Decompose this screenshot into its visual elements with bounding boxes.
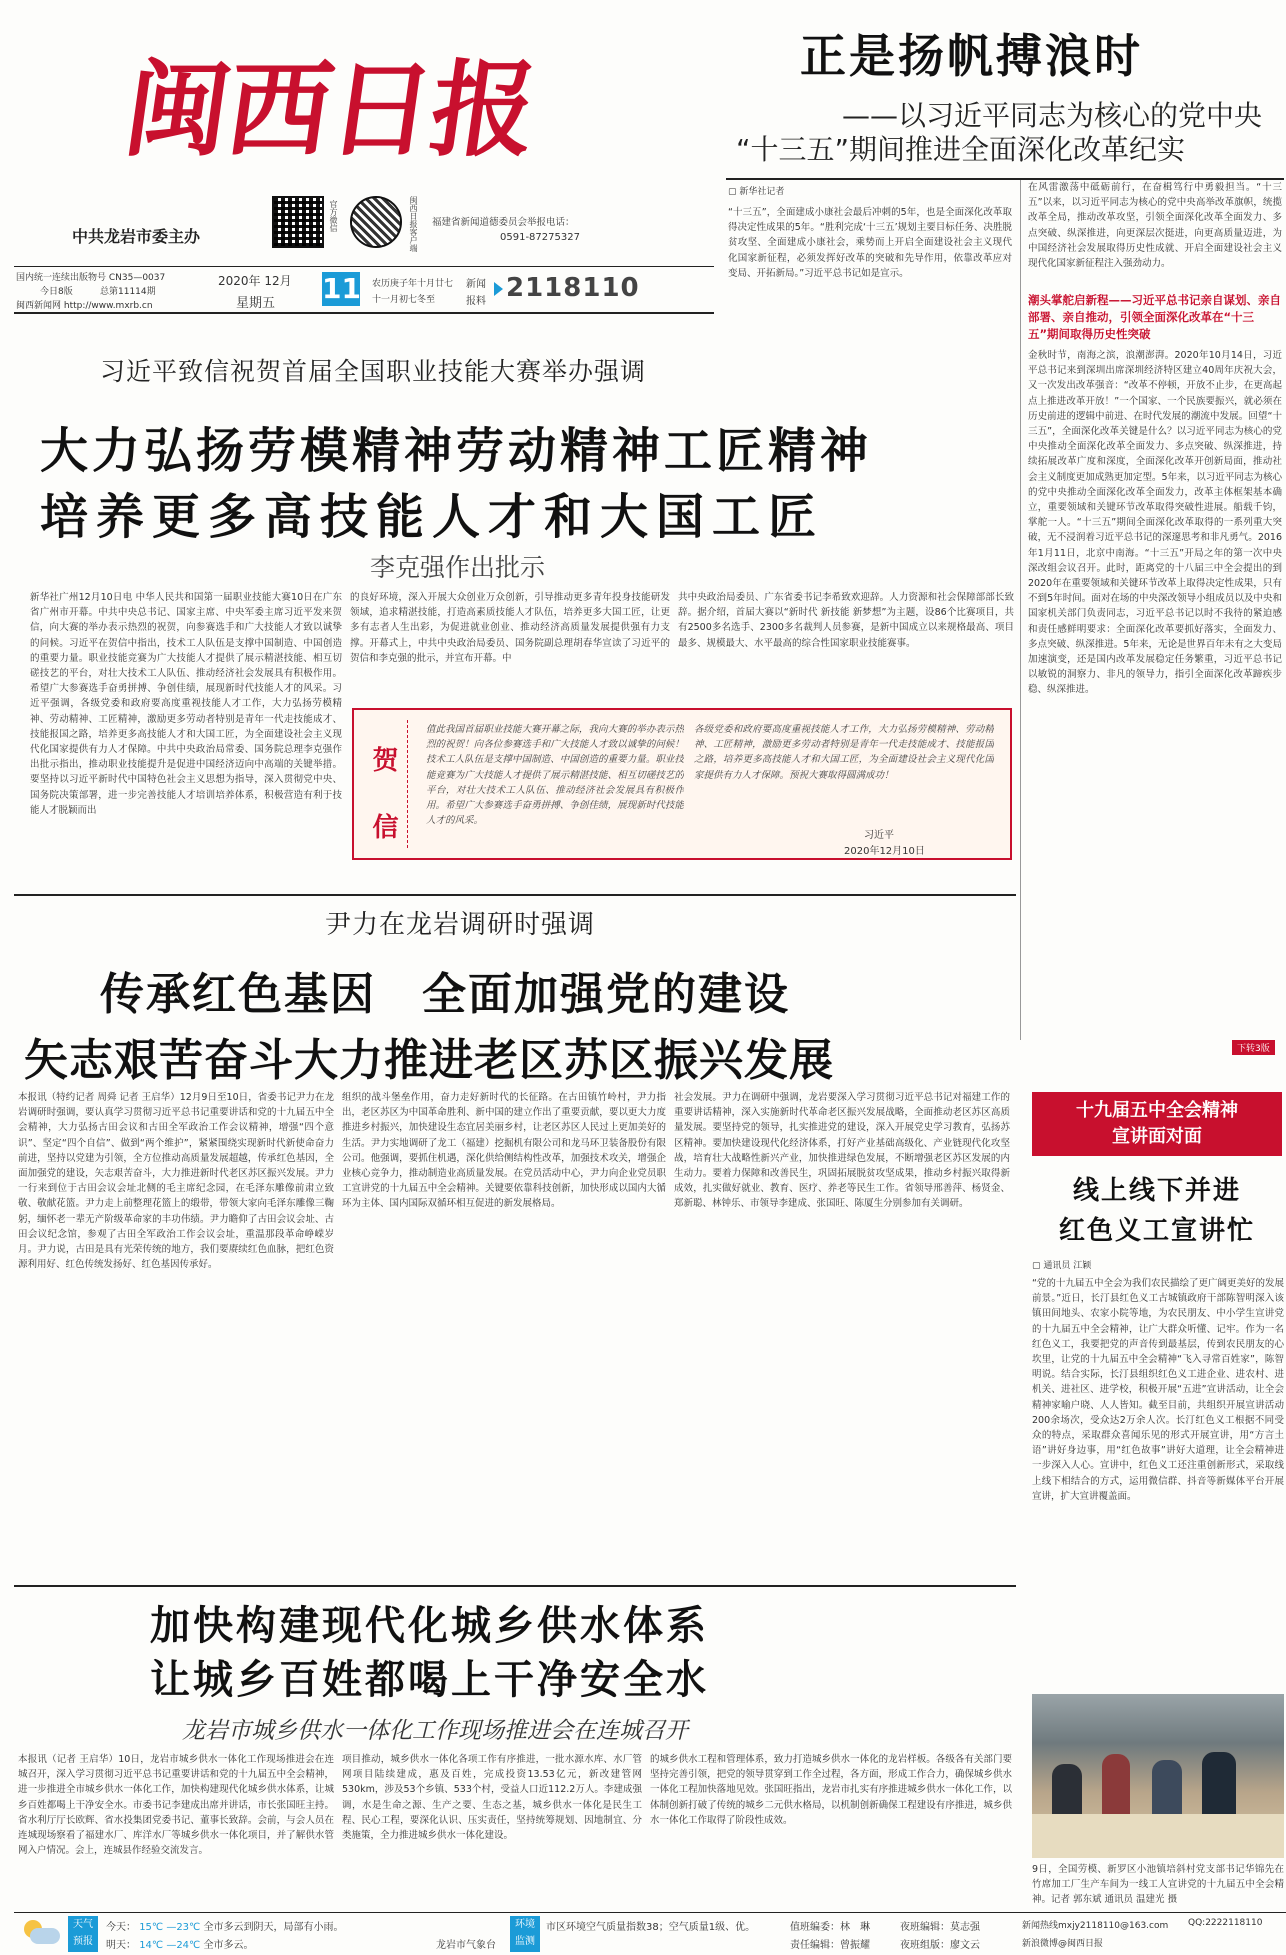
editor2 bbox=[900, 1918, 980, 1933]
hotline-number: 2118110 bbox=[506, 273, 640, 303]
footer-qq: QQ:2222118110 bbox=[1188, 1918, 1263, 1928]
qr2-caption: 闽西日报客户端 bbox=[409, 196, 418, 252]
special-title2: 红色义工宣讲忙 bbox=[1058, 1216, 1255, 1246]
weather-label bbox=[68, 1916, 98, 1952]
second-col1: 本报讯（特约记者 周舜 记者 王启华）12月9日至10日，省委书记尹力在龙岩调研时强调，要认真学习贯彻习近平总书记重要讲话和党的十九届五中全会精神，大力弘扬古田会议和古田全军政治工作会议精神，增强“四个意识”、坚定“四个自信”、做到“两个维护”，紧紧围绕实现新时代新使命奋力前进，坚持以党建为引领，全方位推动高质量发展超越，传承红色基因，全面加强党的建设，矢志艰苦奋斗，大力推进新时代老区苏区振兴发展。尹力一行来到位于古田会议会址北侧的毛主席纪念园，在毛泽东雕像前肃立致敬、敬献花篮。尹力走上前整理花篮上的缎带，带领大家向毛泽东雕像三鞠躬，缅怀老一辈无产阶级革命家的丰功伟绩。尹力瞻仰了古田会议会址、古田会议纪念馆，参观了古田全军政治工作会议会址，重温那段革命峥嵘岁月。尹力说，古田是具有光荣传统的地方，我们要赓续红色血脉，把红色资源利用好、红色传统发扬好、红色基因传承好。 bbox=[18, 1092, 334, 1271]
right-col-text2: 金秋时节，南海之滨，浪潮澎湃。2020年10月14日，习近平总书记来到深圳出席深圳经济特区建立40周年庆祝大会，又一次发出改革强音：“改革不停顿，开放不止步，在更高起点上推进改革开放！”一个国家、一个民族要振兴，就必须在历史前进的逻辑中前进、在时代发展的潮流中发展。回望“十三五”，全面深化改革关键是什么？以习近平同志为核心的党中央推动全面深化改革全面发力、多点突破、纵深推进，持续拓展改革广度和深度，全面深化改革开创新局面，推动社会主义制度更加成熟更加定型。5年来，以习近平同志为核心的党中央推动全面深化改革全面发力，改革主体框架基本确立，重要领域和关键环节改革取得突破性进展。船载千钧，掌舵一人。“十三五”期间全面深化改革取得的一系列重大突破，无不浸润着习近平总书记的深邃思考和非凡勇气。2016年1月11日，北京中南海。“十三五”开局之年的第一次中央深改组会议召开。此时，距离党的十八届三中全会提出的到2020年在重要领域和关键环节改革上取得决定性成果，只有不到5年时间。面对在场的中央深改领导小组成员以及中央和国家机关部门负责同志，习近平总书记以时不我待的紧迫感和责任感鲜明要求：全面深化改革要抓好落实，全面发力、多点突破、纵深推进。5年来，无论是世界百年未有之大变局加速演变，还是国内改革发展稳定任务繁重，习近平总书记以敏锐的洞察力、非凡的领导力，指引全面深化改革蹄疾步稳、纵深推进。 bbox=[1028, 350, 1282, 696]
today-desc: 全市多云到阴天，局部有小雨。 bbox=[203, 1922, 344, 1933]
letter-label bbox=[364, 720, 408, 848]
second-kicker: 尹力在龙岩调研时强调 bbox=[325, 910, 596, 940]
weather-label2: 预报 bbox=[73, 1936, 93, 1947]
photo-caption: 9日，全国劳模、新罗区小池镇培斜村党支部书记华锦先在竹席加工厂生产车间为一线工人宣讲党的十九届五中全会精神。记者 郭东斌 通讯员 温建光 摄 bbox=[1032, 1864, 1284, 1906]
publisher-line2: 0591-87275327 bbox=[500, 232, 580, 243]
letter-text1: 值此我国首届职业技能大赛开幕之际，我向大赛的举办表示热烈的祝贺！向各位参赛选手和广大技能人才致以诚挚的问候！技术工人队伍是支撑中国制造、中国创造的重要力量。职业技能竞赛为广大技能人才提供了展示精湛技能、相互切磋技艺的平台，对壮大技术工人队伍、推动经济社会发展具有积极作用。希望广大参赛选手奋勇拼搏、争创佳绩，展现新时代技能人才的风采。 bbox=[426, 724, 684, 827]
letter-sign: 习近平 bbox=[864, 830, 894, 841]
third-col3: 的城乡供水工程和管理体系，致力打造城乡供水一体化的龙岩样板。各级各有关部门要坚持完善引领，把党的领导贯穿到工作全过程，各方面，形成工作合力，确保城乡供水一体化工程加快落地见效。张国旺指出，龙岩市扎实有序推进城乡供水一体化工作，以体制创新打破了传统的城乡二元供水格局，以机制创新确保工程建设有序推进，城乡供水一体化工作取得了阶段性成效。 bbox=[650, 1754, 1012, 1826]
second-col2: 组织的战斗堡垒作用，奋力走好新时代的长征路。在古田镇竹岭村，尹力指出，老区苏区为中国革命胜利、新中国的建立作出了重要贡献，要以更大力度推进乡村振兴，加快建设生态宜居美丽乡村，让老区苏区人民过上更加美好的生活。尹力实地调研了龙工（福建）挖掘机有限公司和龙马环卫装备股份有限公司。他强调，要抓住机遇，深化供给侧结构性改革，加强技术攻关，增强企业核心竞争力，推动制造业高质量发展。在党员活动中心，尹力向企业党员职工宣讲党的十九届五中全会精神。关键要依靠科技创新，加快形成以国内大循环为主体、国内国际双循环相互促进的新发展格局。 bbox=[342, 1092, 666, 1210]
byline-text: 新华社记者 bbox=[739, 187, 785, 197]
special-header bbox=[1032, 1092, 1282, 1156]
lead-title1: 大力弘扬劳模精神劳动精神工匠精神 bbox=[40, 423, 873, 479]
editor2-name: 莫志强 bbox=[950, 1922, 980, 1933]
issue-website[interactable]: 闽西新闻网 http://www.mxrb.cn bbox=[16, 301, 153, 311]
weather-today bbox=[106, 1918, 343, 1933]
special-byline: ▢ 通讯员 江颖 bbox=[1032, 1261, 1092, 1271]
weather-tomorrow bbox=[106, 1936, 253, 1951]
letter-text2: 各级党委和政府要高度重视技能人才工作，大力弘扬劳模精神、劳动精神、工匠精神，激励更多劳动者特别是青年一代走技能成才、技能报国之路，培养更多高技能人才和大国工匠，为全面建设社会主义现代化国家提供有力人才保障。预祝大赛取得圆满成功！ bbox=[694, 724, 994, 781]
today-label: 今天： bbox=[106, 1922, 136, 1933]
editor4-name: 廖文云 bbox=[950, 1940, 980, 1951]
hotline-label1: 新闻 bbox=[466, 279, 486, 290]
lead-col2: 的良好环境，深入开展大众创业万众创新，引导推动更多青年投身技能研发领域，追求精湛技能，打造高素质技能人才队伍，培养更多大国工匠，让更多有志者人生出彩，为促进就业创业、推动经济高质量发展提供强有力支撑。开幕式上，中共中央政治局委员、国务院副总理胡春华宣读了习近平的贺信和李克强的批示，并宣布开幕。中 bbox=[350, 592, 670, 664]
third-subtitle: 龙岩市城乡供水一体化工作现场推进会在连城召开 bbox=[182, 1718, 688, 1744]
issue-pages: 今日8版 bbox=[40, 287, 73, 297]
special-title1: 线上线下并进 bbox=[1072, 1176, 1241, 1206]
lead-subtitle: 李克强作出批示 bbox=[370, 553, 546, 582]
editor3-name: 曾振耀 bbox=[840, 1940, 870, 1951]
editor4 bbox=[900, 1936, 980, 1951]
second-col3: 社会发展。尹力在调研中强调，龙岩要深入学习贯彻习近平总书记对福建工作的重要讲话精神，深入实施新时代革命老区振兴发展战略，全面推动老区苏区高质量发展。要坚持党的领导，扎实推进党的建设，深入开展党史学习教育，弘扬苏区精神。要加快建设现代化经济体系，打好产业基础高级化、产业链现代化攻坚战，培育壮大战略性新兴产业，加快推进绿色发展，不断增强老区苏区发展的内生动力。要着力保障和改善民生，巩固拓展脱贫攻坚成果，推动乡村振兴取得新成效，扎实做好就业、教育、医疗、养老等民生工作。省领导邢善萍、杨贤金、郑新聪、林钟乐、市领导李建成、张国旺、陈厦生分别参加有关调研。 bbox=[674, 1092, 1010, 1210]
masthead-logo bbox=[96, 32, 566, 170]
editor3 bbox=[790, 1936, 870, 1951]
editor2-label: 夜班编辑： bbox=[900, 1922, 950, 1933]
top-story-byline: ▢ 新华社记者 bbox=[728, 187, 785, 197]
news-photo bbox=[1032, 1694, 1284, 1858]
letter-label2: 信 bbox=[372, 813, 399, 843]
lead-col3: 共中央政治局委员、广东省委书记李希致欢迎辞。人力资源和社会保障部部长致辞。据介绍，首届大赛以“新时代 新技能 新梦想”为主题，设86个比赛项目，共有2500多名选手、2300多名裁判人员参赛，是新中国成立以来规格最高、项目最多、规模最大、水平最高的综合性国家职业技能赛事。 bbox=[678, 592, 1014, 649]
footer-email[interactable]: 新闻热线mxjy2118110@163.com bbox=[1022, 1921, 1169, 1931]
weather-icon bbox=[24, 1918, 62, 1948]
top-story-intro: “十三五”，全面建成小康社会最后冲刺的5年，也是全面深化改革取得决定性成果的5年。“胜利完成‘十三五’规划主要目标任务、决胜脱贫攻坚、全面建成小康社会，乘势而上开启全面建设社会主义现代化国家新征程，必须发挥好改革的突破和先导作用，依靠改革应对变局、开拓新局。”习近平总书记如是宣示。 bbox=[728, 207, 1012, 279]
continued-text: 下转3版 bbox=[1237, 1044, 1270, 1054]
issue-day bbox=[322, 272, 360, 306]
issue-year-month: 2020年 12月 bbox=[218, 274, 292, 288]
special-text: “党的十九届五中全会为我们农民描绘了更广阔更美好的发展前景。”近日，长汀县红色义工古城镇政府干部陈智明深入该镇田间地头、农家小院等地，为农民朋友、中小学生宣讲党的十九届五中全会精神，让广大群众听懂、记牢。作为一名红色义工，我要把党的声音传到最基层，传到农民朋友的心坎里，让党的十九届五中全会精神“飞入寻常百姓家”，陈智明说。结合实际，长汀县组织红色义工进企业、进农村、进机关、进社区、进学校，积极开展“五进”宣讲活动，让全会精神家喻户晓、人人皆知。截至目前，共组织开展宣讲活动200余场次，受众达2万余人次。长汀红色义工根据不同受众的特点，采取群众喜闻乐见的形式开展宣讲，用“方言土语”讲好身边事，用“红色故事”讲好大道理，让全会精神进一步深入人心。宣讲中，红色义工还注重创新形式，采取线上线下相结合的方式，运用微信群、抖音等新媒体平台开展宣讲，扩大宣讲覆盖面。 bbox=[1032, 1278, 1284, 1502]
special-head1: 十九届五中全会精神 bbox=[1076, 1100, 1238, 1121]
editor3-label: 责任编辑： bbox=[790, 1940, 840, 1951]
third-title1: 加快构建现代化城乡供水体系 bbox=[150, 1603, 709, 1649]
env-label1: 环境 bbox=[515, 1919, 535, 1930]
qr-code-wechat bbox=[272, 196, 324, 248]
right-col-text1: 在风雷激荡中砥砺前行，在奋楫笃行中勇毅担当。“十三五”以来，以习近平同志为核心的党中央高举改革旗帜，统揽改革全局，推动改革攻坚，引领全面深化改革全面发力、多点突破、纵深推进，向更深层次挺进，向更高质量迈进，为中国经济社会发展取得历史性成就、开启全面建设社会主义现代化国家新征程注入强劲动力。 bbox=[1028, 182, 1282, 270]
lead-kicker: 习近平致信祝贺首届全国职业技能大赛举办强调 bbox=[100, 357, 647, 386]
top-story-sub1: ——以习近平同志为核心的党中央 bbox=[842, 99, 1263, 132]
env-label bbox=[510, 1916, 540, 1952]
qr-code-app bbox=[350, 196, 402, 248]
logo-text: 闽西日报 bbox=[117, 48, 543, 171]
letter-box bbox=[352, 708, 1012, 860]
issue-day-number: 11 bbox=[322, 272, 361, 305]
weather-source: 龙岩市气象台 bbox=[436, 1940, 496, 1951]
masthead-org: 中共龙岩市委主办 bbox=[72, 227, 201, 246]
weather-label1: 天气 bbox=[73, 1919, 93, 1930]
third-col1: 本报讯（记者 王启华）10日，龙岩市城乡供水一体化工作现场推进会在连城召开，深入学习贯彻习近平总书记重要讲话和党的十九届五中全会精神，进一步推进全市城乡供水一体化工作，加快构建现代化城乡供水体系，让城乡百姓都喝上干净安全水。市委书记李建成出席并讲话，市长张国旺主持。省水利厅厅长欧辉、省水投集团党委书记、董事长致辞。会前，与会人员在连城现场察看了福建水厂、库洋水厂等城乡供水一体化项目，并了解供水管网入户情况。会上，连城县作经验交流发言。 bbox=[18, 1754, 334, 1857]
tomorrow-label: 明天： bbox=[106, 1940, 136, 1951]
issue-lunar2: 十一月初七冬至 bbox=[372, 295, 436, 305]
second-title2: 矢志艰苦奋斗大力推进老区苏区振兴发展 bbox=[24, 1035, 834, 1086]
issue-cn-number: 国内统一连续出版物号 CN35—0037 bbox=[16, 273, 166, 283]
publisher-line1: 福建省新闻道德委员会举报电话： bbox=[432, 217, 575, 228]
special-byline-text: 通讯员 江颖 bbox=[1043, 1261, 1092, 1271]
issue-lunar1: 农历庚子年十月廿七 bbox=[372, 279, 454, 289]
special-head2: 宣讲面对面 bbox=[1112, 1126, 1202, 1147]
editor1-label: 值班编委： bbox=[790, 1922, 840, 1933]
letter-date: 2020年12月10日 bbox=[844, 846, 925, 857]
hotline-arrow-icon bbox=[494, 282, 503, 296]
editor1-name: 林 琳 bbox=[840, 1922, 870, 1933]
third-title2: 让城乡百姓都喝上干净安全水 bbox=[150, 1657, 709, 1703]
env-label2: 监测 bbox=[515, 1936, 535, 1947]
qr1-caption: 官方微信 bbox=[329, 200, 338, 232]
footer-wechat: 新浪微博@闽西日报 bbox=[1022, 1939, 1104, 1949]
editor1 bbox=[790, 1918, 870, 1933]
env-text: 市区环境空气质量指数38；空气质量1级、优。 bbox=[546, 1922, 756, 1933]
lead-title2: 培养更多高技能人才和大国工匠 bbox=[40, 489, 825, 545]
right-col-section-head: 潮头掌舵启新程——习近平总书记亲自谋划、亲自部署、亲自推动，引领全面深化改革在“十三五”期间取得历史性突破 bbox=[1028, 293, 1281, 341]
issue-weekday: 星期五 bbox=[236, 296, 276, 311]
issue-total: 总第11114期 bbox=[100, 287, 156, 297]
continued-badge bbox=[1232, 1040, 1275, 1055]
top-story-title: 正是扬帆搏浪时 bbox=[800, 29, 1143, 83]
editor4-label: 夜班组版： bbox=[900, 1940, 950, 1951]
today-temp: 15℃ —23℃ bbox=[139, 1922, 201, 1933]
letter-label1: 贺 bbox=[372, 746, 399, 776]
third-col2: 项目推动，城乡供水一体化各项工作有序推进，一批水源水库、水厂管网项目陆续建成，惠及百姓，完成投资13.53亿元，新改建管网530km，涉及53个乡镇、533个村，受益人口近112.2万人。李建成强调，水是生命之源、生产之要、生态之基，城乡供水一体化是民生工程、民心工程，要深化认识、压实责任，坚持统筹规划、因地制宜、分类施策，全力推进城乡供水一体化建设。 bbox=[342, 1754, 642, 1842]
second-title1: 传承红色基因 全面加强党的建设 bbox=[100, 969, 790, 1020]
tomorrow-desc: 全市多云。 bbox=[203, 1940, 254, 1951]
lead-col1: 新华社广州12月10日电 中华人民共和国第一届职业技能大赛10日在广东省广州市开幕。中共中央总书记、国家主席、中央军委主席习近平发来贺信，向大赛的举办表示热烈的祝贺，向参赛选手和广大技能人才致以诚挚的问候。习近平在贺信中指出，技术工人队伍是支撑中国制造、中国创造的重要力量。职业技能竞赛为广大技能人才提供了展示精湛技能、相互切磋技艺的平台，对壮大技术工人队伍、推动经济社会发展具有积极作用。希望广大参赛选手奋勇拼搏、争创佳绩，展现新时代技能人才的风采。习近平强调，各级党委和政府要高度重视技能人才工作，大力弘扬劳模精神、劳动精神、工匠精神，激励更多劳动者特别是青年一代走技能成才、技能报国之路，培养更多高技能人才和大国工匠，为全面建设社会主义现代化国家提供有力人才保障。中共中央政治局常委、国务院总理李克强作出批示指出，推动职业技能提升是促进中国经济迈向中高端的关键举措。要坚持以习近平新时代中国特色社会主义思想为指导，深入贯彻党中央、国务院决策部署，进一步完善技能人才培训培养体系，积极营造有利于技能人才脱颖而出 bbox=[30, 592, 342, 816]
top-story-sub2: “十三五”期间推进全面深化改革纪实 bbox=[736, 133, 1186, 166]
tomorrow-temp: 14℃ —24℃ bbox=[139, 1940, 201, 1951]
hotline-label2: 报料 bbox=[466, 296, 486, 307]
